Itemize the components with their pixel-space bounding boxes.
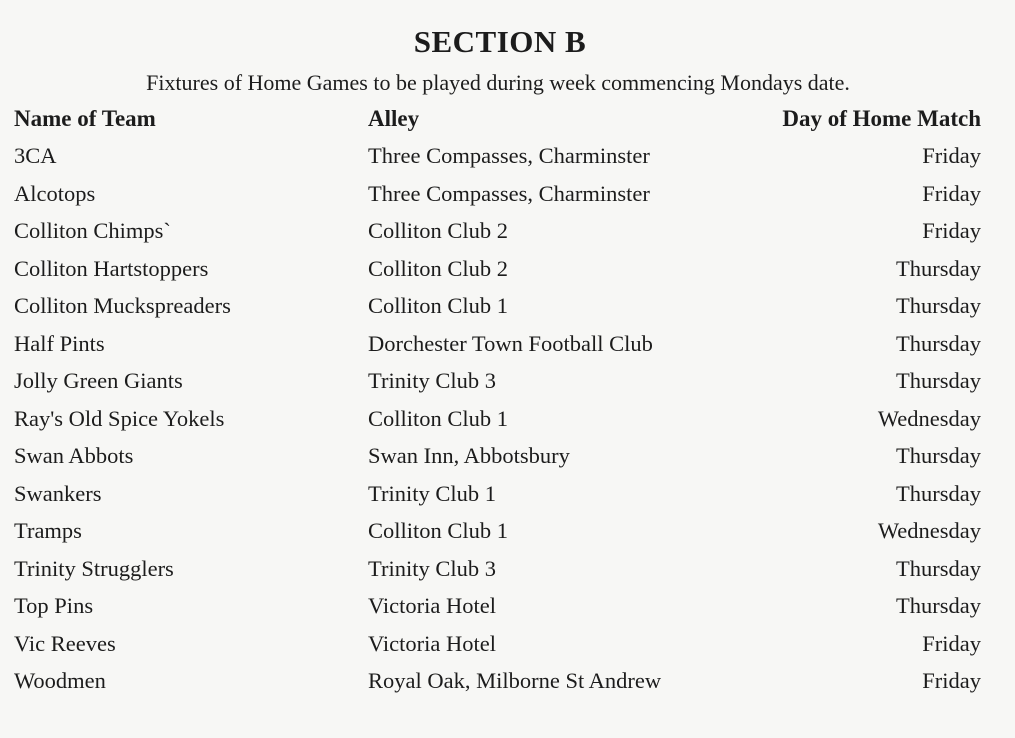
cell-team: Colliton Chimps` xyxy=(14,218,171,243)
column-header-team: Name of Team xyxy=(14,106,156,131)
cell-day: Thursday xyxy=(896,593,981,618)
cell-team: Colliton Muckspreaders xyxy=(14,293,231,318)
table-row xyxy=(0,218,1015,254)
cell-day: Friday xyxy=(922,218,981,243)
cell-alley: Three Compasses, Charminster xyxy=(368,143,650,168)
cell-alley: Dorchester Town Football Club xyxy=(368,330,653,356)
page-title: SECTION B xyxy=(413,24,587,59)
cell-alley: Colliton Club 2 xyxy=(368,218,509,243)
table-row xyxy=(0,293,1015,329)
table-row xyxy=(0,181,1015,217)
cell-alley: Swan Inn, Abbotsbury xyxy=(368,443,570,468)
cell-team: Swan Abbots xyxy=(14,443,134,468)
cell-alley: Royal Oak, Milborne St Andrew xyxy=(368,668,662,693)
cell-alley: Victoria Hotel xyxy=(368,593,496,618)
table-row xyxy=(0,368,1015,404)
table-row xyxy=(0,556,1015,592)
table-row xyxy=(0,593,1015,629)
table-row xyxy=(0,668,1015,704)
cell-team: Trinity Strugglers xyxy=(14,555,174,581)
table-row xyxy=(0,406,1015,442)
cell-team: Swankers xyxy=(14,480,102,506)
cell-day: Friday xyxy=(922,143,981,168)
cell-alley: Three Compasses, Charminster xyxy=(368,180,650,206)
cell-day: Thursday xyxy=(896,330,981,356)
cell-team: Half Pints xyxy=(14,330,105,356)
cell-day: Friday xyxy=(922,180,981,206)
cell-day: Thursday xyxy=(896,443,981,468)
cell-day: Wednesday xyxy=(877,518,981,543)
cell-team: Alcotops xyxy=(14,180,96,206)
cell-day: Thursday xyxy=(896,555,981,581)
cell-alley: Colliton Club 1 xyxy=(368,518,509,543)
cell-alley: Colliton Club 1 xyxy=(368,405,509,431)
cell-alley: Trinity Club 1 xyxy=(368,480,496,506)
table-row xyxy=(0,481,1015,517)
cell-alley: Colliton Club 1 xyxy=(368,293,509,318)
cell-day: Friday xyxy=(922,630,981,656)
table-row xyxy=(0,143,1015,179)
cell-day: Thursday xyxy=(896,368,981,393)
cell-alley: Victoria Hotel xyxy=(368,630,496,656)
table-row xyxy=(0,518,1015,554)
cell-team: Colliton Hartstoppers xyxy=(14,255,209,281)
table-row xyxy=(0,256,1015,292)
cell-team: Top Pins xyxy=(14,593,94,618)
cell-team: Ray's Old Spice Yokels xyxy=(14,405,225,431)
cell-day: Thursday xyxy=(896,480,981,506)
cell-day: Wednesday xyxy=(877,405,981,431)
table-header xyxy=(0,106,1015,142)
cell-alley: Trinity Club 3 xyxy=(368,368,496,393)
cell-alley: Trinity Club 3 xyxy=(368,555,496,581)
column-header-alley: Alley xyxy=(368,106,420,131)
table-row xyxy=(0,443,1015,479)
cell-team: Woodmen xyxy=(14,668,106,693)
cell-day: Thursday xyxy=(896,293,981,318)
cell-alley: Colliton Club 2 xyxy=(368,255,509,281)
table-row xyxy=(0,331,1015,367)
cell-team: Jolly Green Giants xyxy=(14,368,183,393)
cell-team: Tramps xyxy=(14,518,82,543)
cell-day: Thursday xyxy=(896,255,981,281)
table-row xyxy=(0,631,1015,667)
cell-day: Friday xyxy=(922,668,981,693)
cell-team: Vic Reeves xyxy=(14,630,116,656)
page-subtitle: Fixtures of Home Games to be played during week commencing Mondays date. xyxy=(146,70,850,95)
cell-team: 3CA xyxy=(14,143,57,168)
column-header-day: Day of Home Match xyxy=(782,106,981,131)
